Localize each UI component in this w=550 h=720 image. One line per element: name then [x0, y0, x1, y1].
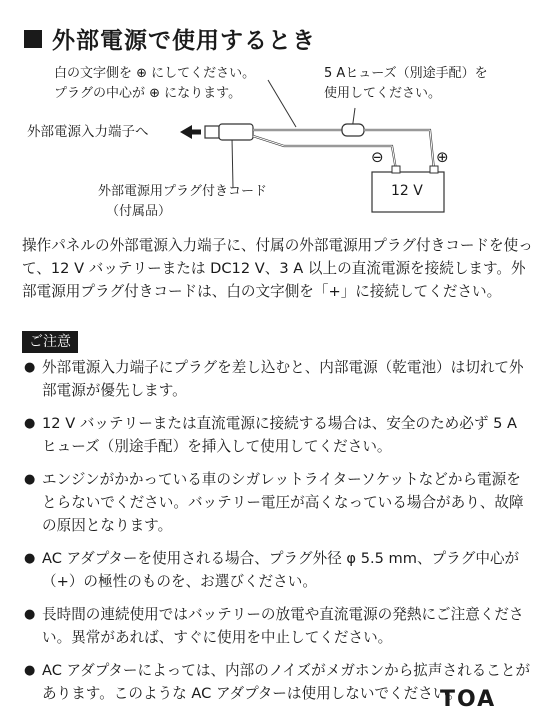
- section-heading: [24, 22, 316, 55]
- bullet-icon: ●: [24, 416, 36, 431]
- note-text: AC アダプターによっては、内部のノイズがメガホンから拡声されることがあります。このような AC アダプターは使用しないでください。: [42, 662, 531, 702]
- notes-list: [22, 356, 534, 715]
- battery-voltage-label: 12 V: [391, 183, 423, 199]
- plug-tip-icon: [205, 126, 219, 138]
- cord-label-line1: 外部電源用プラグ付きコード: [98, 184, 268, 199]
- body-paragraph: 操作パネルの外部電源入力端子に、付属の外部電源用プラグ付きコードを使って、12 V バッテリーまたは DC12 V、3 A 以上の直流電源を接続します。外部電源用プラグ付きコードは、白の文字側を「+」に接続してください。: [22, 237, 533, 300]
- list-item: [22, 412, 534, 458]
- corner-logo: TOA: [440, 687, 497, 712]
- input-terminal-label: 外部電源入力端子へ: [27, 124, 149, 140]
- list-item: [22, 356, 534, 402]
- plug-body-icon: [219, 124, 253, 140]
- minus-terminal-icon: ⊖: [371, 148, 384, 166]
- notice-label: ご注意: [22, 331, 78, 353]
- note-text: 長時間の連続使用ではバッテリーの放電や直流電源の発熱にご注意ください。異常があれば、すぐに使用を中止してください。: [42, 606, 524, 646]
- note-text: 12 V バッテリーまたは直流電源に接続する場合は、安全のため必ず 5 A ヒューズ（別途手配）を挿入して使用してください。: [42, 415, 518, 455]
- list-item: [22, 468, 534, 537]
- polarity-leader-line: [268, 80, 296, 127]
- input-arrow-icon: [180, 125, 192, 139]
- fuse-icon: [342, 124, 364, 136]
- list-item: [22, 547, 534, 593]
- bullet-icon: ●: [24, 663, 36, 678]
- fuse-note-line1: 5 Aヒューズ（別途手配）を: [324, 66, 488, 81]
- polarity-note-line2: プラグの中心が ⊕ になります。: [54, 86, 242, 101]
- note-text: AC アダプターを使用される場合、プラグ外径 φ 5.5 mm、プラグ中心が（+）の極性のものを、お選びください。: [42, 550, 520, 590]
- bullet-icon: ●: [24, 607, 36, 622]
- fuse-note-line2: 使用してください。: [324, 86, 442, 101]
- bullet-icon: ●: [24, 551, 36, 566]
- cord-label-line2: （付属品）: [106, 204, 172, 219]
- heading-square-icon: [24, 30, 42, 48]
- bullet-icon: ●: [24, 360, 36, 375]
- plus-terminal-icon: ⊕: [436, 148, 449, 166]
- bullet-icon: ●: [24, 472, 36, 487]
- note-text: エンジンがかかっている車のシガレットライターソケットなどから電源をとらないでください。バッテリー電圧が高くなっている場合があり、故障の原因となります。: [42, 471, 524, 534]
- list-item: [22, 603, 534, 649]
- heading-text: 外部電源で使用するとき: [52, 28, 316, 54]
- connection-diagram: [0, 60, 550, 235]
- polarity-note-line1: 白の文字側を ⊕ にしてください。: [54, 66, 256, 81]
- note-text: 外部電源入力端子にプラグを差し込むと、内部電源（乾電池）は切れて外部電源が優先します。: [42, 359, 524, 399]
- cord-leader-line: [232, 138, 233, 188]
